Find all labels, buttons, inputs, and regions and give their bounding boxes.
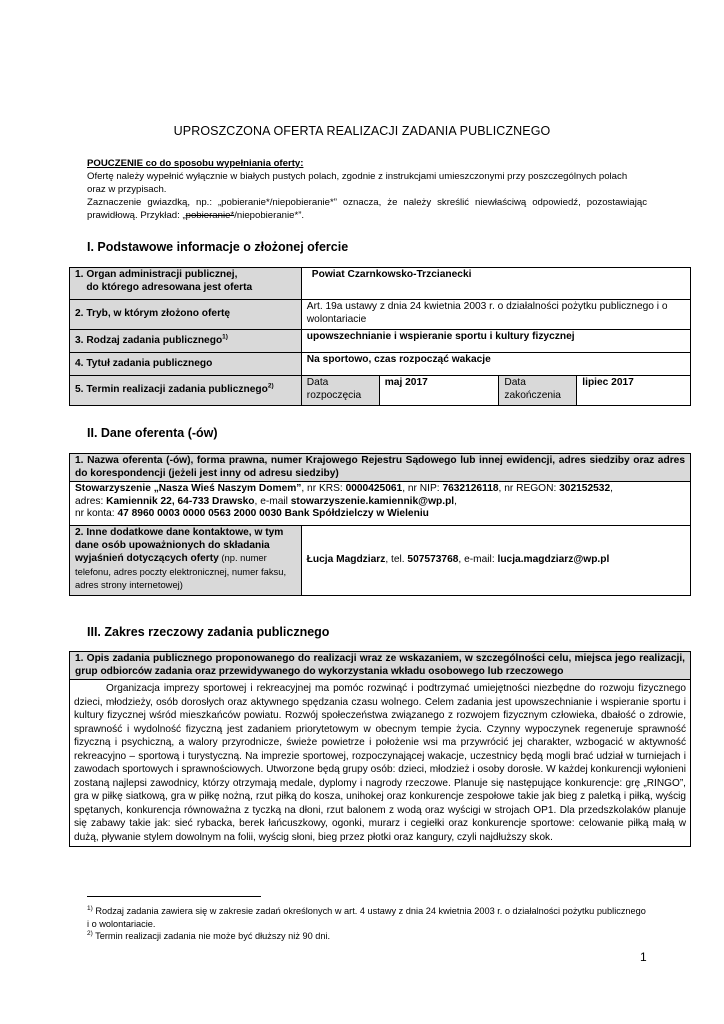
footnote-ref-2: 2) (267, 382, 274, 390)
email-end: , (454, 495, 457, 507)
page-number: 1 (640, 950, 647, 964)
description-label: 1. Opis zadania publicznego proponowanego do realizacji wraz ze wskazaniem, w szczególności celu, miejsca jego realizacji, grup odbiorców zadania oraz przewidywanego do wykorzystania wkładu osobowego lub rzeczowego (70, 652, 691, 680)
organ-value: Powiat Czarnkowsko-Trzcianecki (301, 268, 690, 300)
regon-number: 302152532 (559, 483, 611, 494)
contact-label (70, 526, 302, 596)
end-date-label: Data zakończenia (499, 376, 577, 406)
contact-name: Łucja Magdziarz (306, 554, 386, 566)
task-title-label: 4. Tytuł zadania publicznego (70, 353, 302, 376)
instructions-line1: Ofertę należy wypełnić wyłącznie w białych pustych polach, zgodnie z instrukcjami umieszczonymi przy poszczególnych polach oraz w przypisach. (87, 171, 628, 195)
applicant-org-line (75, 483, 685, 496)
footnote-1-mark: 1) (87, 904, 93, 912)
mode-label: 2. Tryb, w którym złożono ofertę (70, 300, 302, 330)
section2-heading: II. Dane oferenta (-ów) (87, 426, 218, 440)
instructions-heading: POUCZENIE co do sposobu wypełniania oferty: (87, 158, 304, 169)
krs-number: 0000425061 (345, 483, 403, 494)
task-title-value: Na sportowo, czas rozpocząć wakacje (301, 353, 690, 376)
applicant-details (70, 482, 691, 526)
nip-number: 7632126118 (442, 483, 499, 494)
krs-label: , nr KRS: (301, 483, 346, 494)
document-title: UPROSZCZONA OFERTA REALIZACJI ZADANIA PUBLICZNEGO (173, 124, 551, 138)
account-label: nr konta: (75, 508, 118, 519)
task-description: Organizacja imprezy sportowej i rekreacyjnej ma pomóc rozwinąć i podtrzymać umiejętności niezbędne do rozwoju fizycznego dzieci, młodzieży, osób dorosłych oraz aktywnego spędzania czasu wolnego. Celem zadania jest upowszechnianie i wspieranie sportu i kultury fizycznej wśród mieszkańców powiatu. Rozwój społeczeństwa związanego z rozwojem fizycznym człowieka, dbałość o zdrowie, sprawność i wydolność fizyczną jest zadaniem priorytetowym w obecnym tempie życia. Czynny wypoczynek regeneruje sprawność fizyczną i psychiczną, a walory przyrodnicze, świeże powietrze i położenie wsi ma przywrócić jej charakter, wzbogacić w aktywność rekreacyjno – sportową i turystyczną. Na imprezie sportowej, rozpoczynającej wakacje, uczestnicy będą mogli brać udział w turniejach i zawodach sportowych i sprawnościowych. Utworzone będą grupy osób: dzieci, młodzież i osoby dorosłe. W każdej konkurencji wyłonieni zostaną najlepsi zawodnicy, którzy otrzymają medale, dyplomy i nagrody rzeczowe. Planuje się następujące konkurencje: grę „RINGO”, gra w piłkę siatkową, gra w piłkę nożną, rzut piłką do kosza, unihokej oraz konkurencje zespołowe takie jak bieg z paletką i piłką, wyścig spętanych, konkurencja równoważna z tyczką na dłoni, rzut balonem z wodą oraz wyścigi w strojach OP1. Dla przedszkolaków planuje się zabawy takie jak: sieć rybacka, berek łańcuszkowy, ogonki, murarz i cegiełki oraz konkurencje sportowe: celowanie piłką małą w dużą, pływanie stylem dowolnym na folii, wyścig słoni, bieg przez płotki oraz kangury, czyli najdłuższy skok. (70, 680, 691, 847)
footnote-1-text: Rodzaj zadania zawiera się w zakresie zadań określonych w art. 4 ustawy z dnia 24 kwietnia 2003 r. o działalności pożytku publicznego i o wolontariacie. (87, 906, 646, 929)
footnote-2-text: Termin realizacji zadania nie może być dłuższy niż 90 dni. (92, 931, 331, 941)
instructions-line2-end: /niepobieranie*”. (234, 210, 305, 221)
basic-info-table (69, 267, 691, 406)
contact-tel-label: , tel. (385, 554, 408, 566)
applicant-address-line (75, 496, 685, 509)
applicant-table (69, 453, 691, 596)
contact-tel: 507573768 (407, 554, 459, 566)
section3-heading: III. Zakres rzeczowy zadania publicznego (87, 625, 330, 639)
footnote-divider (87, 896, 261, 897)
email-label: , e-mail (254, 495, 291, 507)
end-date-value: lipiec 2017 (577, 376, 691, 406)
task-type-label (70, 330, 302, 353)
contact-value (301, 526, 690, 596)
nip-label: , nr NIP: (402, 483, 443, 494)
instructions-line2-start: Zaznaczenie gwiazdką, np.: „pobieranie*/niepobieranie*” oznacza, że należy skreślić niewłaściwą odpowiedź, pozostawiając prawidłową. Przykład: „ (87, 197, 647, 221)
instructions-struck-example: pobieranie* (185, 210, 235, 221)
footnote-2-mark: 2) (87, 929, 93, 937)
organ-label: 1. Organ administracji publicznej, do którego adresowana jest oferta (70, 268, 302, 300)
address-label: adres: (75, 495, 107, 507)
address-value: Kamiennik 22, 64-733 Drawsko (106, 495, 255, 507)
footnote-2 (87, 930, 647, 943)
scope-table (69, 651, 691, 847)
contact-mail: lucja.magdziarz@wp.pl (497, 554, 610, 566)
start-date-label: Data rozpoczęcia (301, 376, 379, 406)
email-value: stowarzyszenie.kamiennik@wp.pl (290, 495, 455, 507)
regon-label: , nr REGON: (498, 483, 560, 494)
instructions-line2 (87, 196, 647, 222)
footnote-1 (87, 905, 647, 930)
footnote-ref-1: 1) (222, 333, 228, 341)
term-label-text: 5. Termin realizacji zadania publicznego (75, 384, 268, 396)
task-type-value: upowszechnianie i wspieranie sportu i kultury fizycznej (301, 330, 690, 353)
term-label (70, 376, 302, 406)
section1-heading: I. Podstawowe informacje o złożonej ofercie (87, 240, 349, 254)
start-date-value: maj 2017 (379, 376, 499, 406)
contact-label-hint: (np. numer telefonu, adres poczty elektronicznej, numer faksu, adres strony internetowej) (75, 552, 287, 590)
task-type-label-text: 3. Rodzaj zadania publicznego (75, 334, 223, 346)
footnotes-block (87, 905, 647, 943)
instructions-block (87, 157, 647, 222)
contact-label-text: 2. Inne dodatkowe dane kontaktowe, w tym dane osób upoważnionych do składania wyjaśnień dotyczących oferty (75, 527, 284, 564)
contact-mail-label: , e-mail: (458, 554, 498, 566)
mode-value: Art. 19a ustawy z dnia 24 kwietnia 2003 r. o działalności pożytku publicznego i o wolontariacie (301, 300, 690, 330)
account-value: 47 8960 0003 0000 0563 2000 0030 Bank Spółdzielczy w Wieleniu (117, 508, 429, 519)
regon-end: , (610, 483, 613, 494)
org-name: Stowarzyszenie „Nasza Wieś Naszym Domem” (75, 483, 302, 494)
applicant-account-line (75, 508, 685, 521)
applicant-name-label: 1. Nazwa oferenta (-ów), forma prawna, numer Krajowego Rejestru Sądowego lub innej ewidencji, adres siedziby oraz adres do korespondencji (jeżeli jest inny od adresu siedziby) (70, 454, 691, 482)
